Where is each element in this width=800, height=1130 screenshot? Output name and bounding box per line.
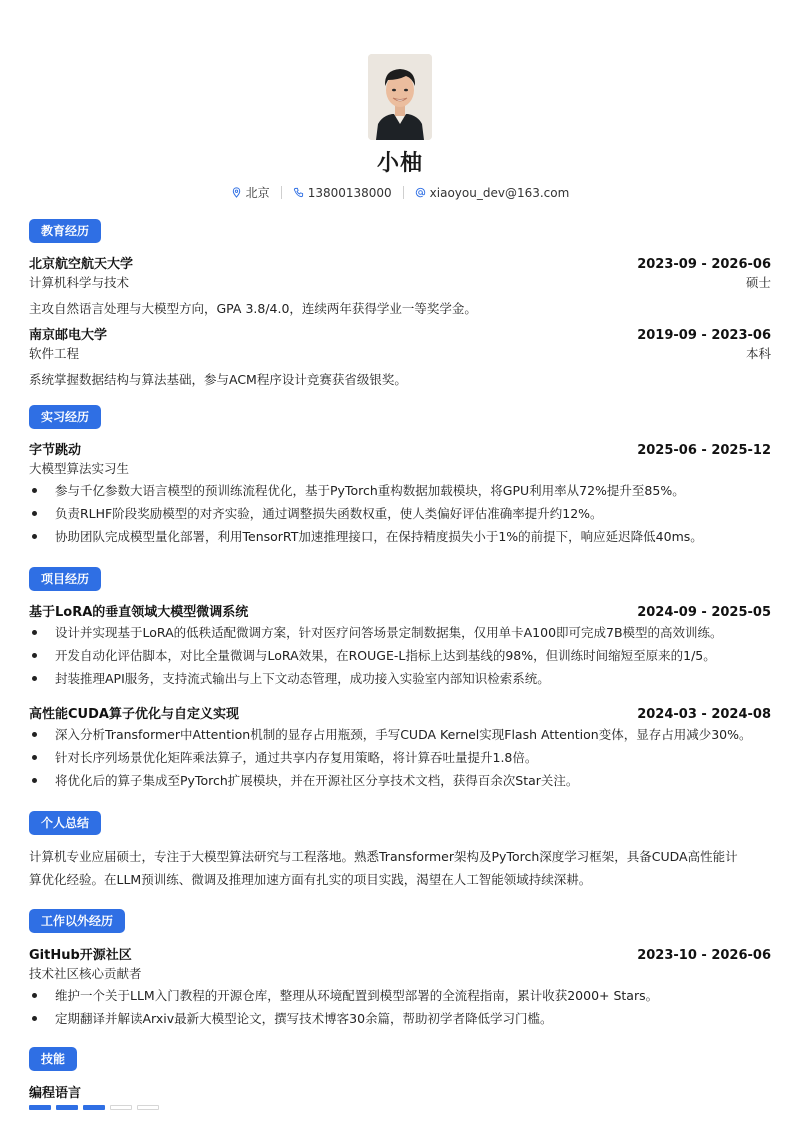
list-item: 封装推理API服务，支持流式输出与上下文动态管理，成功接入实验室内部知识检索系统。 bbox=[29, 667, 771, 690]
school-name: 北京航空航天大学 bbox=[29, 257, 134, 272]
bullet-list bbox=[29, 723, 771, 792]
at-sign-icon bbox=[415, 187, 426, 198]
school-name: 南京邮电大学 bbox=[29, 328, 108, 343]
major: 计算机科学与技术 bbox=[29, 275, 130, 290]
education-desc: 主攻自然语言处理与大模型方向，GPA 3.8/4.0，连续两年获得学业一等奖学金。 bbox=[29, 301, 477, 316]
candidate-name: 小柚 bbox=[376, 151, 423, 176]
date-range: 2025-06 - 2025-12 bbox=[637, 443, 771, 458]
internship-section bbox=[29, 405, 771, 429]
summary-body bbox=[29, 845, 771, 891]
project-name: 基于LoRA的垂直领域大模型微调系统 bbox=[29, 605, 249, 620]
list-item: 负责RLHF阶段奖励模型的对齐实验，通过调整损失函数权重，使人类偏好评估准确率提升约12%。 bbox=[29, 502, 771, 525]
skills-section bbox=[29, 1047, 771, 1071]
skill-level-bar bbox=[29, 1105, 771, 1110]
company-name: 字节跳动 bbox=[29, 443, 82, 458]
education-heading: 教育经历 bbox=[29, 219, 101, 243]
list-item: 开发自动化评估脚本，对比全量微调与LoRA效果，在ROUGE-L指标上达到基线的98%，但训练时间缩短至原来的1/5。 bbox=[29, 644, 771, 667]
phone-text: 13800138000 bbox=[307, 185, 392, 200]
projects-section bbox=[29, 567, 771, 591]
list-item: 维护一个关于LLM入门教程的开源仓库，整理从环境配置到模型部署的全流程指南，累计收获2000+ Stars。 bbox=[29, 984, 771, 1007]
degree: 硕士 bbox=[745, 275, 771, 290]
extra-section bbox=[29, 909, 771, 933]
skill-segment-filled bbox=[83, 1105, 105, 1110]
date-range: 2023-09 - 2026-06 bbox=[637, 257, 771, 272]
list-item: 定期翻译并解读Arxiv最新大模型论文，撰写技术博客30余篇，帮助初学者降低学习门槛。 bbox=[29, 1007, 771, 1030]
avatar-photo bbox=[368, 54, 432, 140]
education-item bbox=[29, 324, 771, 391]
list-item: 深入分析Transformer中Attention机制的显存占用瓶颈，手写CUDA Kernel实现Flash Attention变体，显存占用减少30%。 bbox=[29, 723, 771, 746]
list-item: 设计并实现基于LoRA的低秩适配微调方案，针对医疗问答场景定制数据集，仅用单卡A100即可完成7B模型的高效训练。 bbox=[29, 621, 771, 644]
list-item: 参与千亿参数大语言模型的预训练流程优化，基于PyTorch重构数据加载模块，将GPU利用率从72%提升至85%。 bbox=[29, 479, 771, 502]
summary-section bbox=[29, 811, 771, 835]
education-desc: 系统掌握数据结构与算法基础，参与ACM程序设计竞赛获省级银奖。 bbox=[29, 372, 407, 387]
skill-segment-empty bbox=[137, 1105, 159, 1110]
skill-segment-filled bbox=[56, 1105, 78, 1110]
extra-item bbox=[29, 944, 771, 1030]
education-section bbox=[29, 219, 771, 243]
bullet-list bbox=[29, 479, 771, 548]
contact-phone[interactable] bbox=[282, 186, 403, 200]
location-text: 北京 bbox=[245, 186, 270, 200]
projects-heading: 项目经历 bbox=[29, 567, 101, 591]
education-item bbox=[29, 253, 771, 320]
list-item: 协助团队完成模型量化部署，利用TensorRT加速推理接口，在保持精度损失小于1%的前提下，响应延迟降低40ms。 bbox=[29, 525, 771, 548]
project-name: 高性能CUDA算子优化与自定义实现 bbox=[29, 707, 239, 722]
skills-heading: 技能 bbox=[29, 1047, 77, 1071]
summary-heading: 个人总结 bbox=[29, 811, 101, 835]
date-range: 2024-09 - 2025-05 bbox=[637, 605, 771, 620]
skill-segment-empty bbox=[110, 1105, 132, 1110]
date-range: 2019-09 - 2023-06 bbox=[637, 328, 771, 343]
phone-icon bbox=[293, 187, 304, 198]
project-item bbox=[29, 703, 771, 792]
contact-email[interactable] bbox=[404, 186, 581, 200]
org-name: GitHub开源社区 bbox=[29, 948, 132, 963]
summary-line: 计算机专业应届硕士，专注于大模型算法研究与工程落地。熟悉Transformer架构及PyTorch深度学习框架，具备CUDA高性能计 bbox=[29, 849, 738, 864]
skill-name: 编程语言 bbox=[29, 1086, 82, 1101]
bullet-list bbox=[29, 621, 771, 690]
summary-line: 算优化经验。在LLM预训练、微调及推理加速方面有扎实的项目实践，渴望在人工智能领域持续深耕。 bbox=[29, 872, 592, 887]
role-title: 大模型算法实习生 bbox=[29, 461, 130, 476]
map-pin-icon bbox=[231, 187, 242, 198]
degree: 本科 bbox=[745, 346, 771, 361]
major: 软件工程 bbox=[29, 346, 80, 361]
extra-heading: 工作以外经历 bbox=[29, 909, 125, 933]
skill-item bbox=[29, 1082, 771, 1110]
list-item: 将优化后的算子集成至PyTorch扩展模块，并在开源社区分享技术文档，获得百余次Star关注。 bbox=[29, 769, 771, 792]
contact-location bbox=[220, 184, 281, 201]
role-title: 技术社区核心贡献者 bbox=[29, 966, 142, 981]
date-range: 2023-10 - 2026-06 bbox=[637, 948, 771, 963]
skill-segment-filled bbox=[29, 1105, 51, 1110]
internship-heading: 实习经历 bbox=[29, 405, 101, 429]
date-range: 2024-03 - 2024-08 bbox=[637, 707, 771, 722]
bullet-list bbox=[29, 984, 771, 1030]
project-item bbox=[29, 601, 771, 690]
internship-item bbox=[29, 439, 771, 548]
contact-info bbox=[0, 184, 800, 201]
list-item: 针对长序列场景优化矩阵乘法算子，通过共享内存复用策略，将计算吞吐量提升1.8倍。 bbox=[29, 746, 771, 769]
email-text: xiaoyou_dev@163.com bbox=[429, 185, 570, 200]
